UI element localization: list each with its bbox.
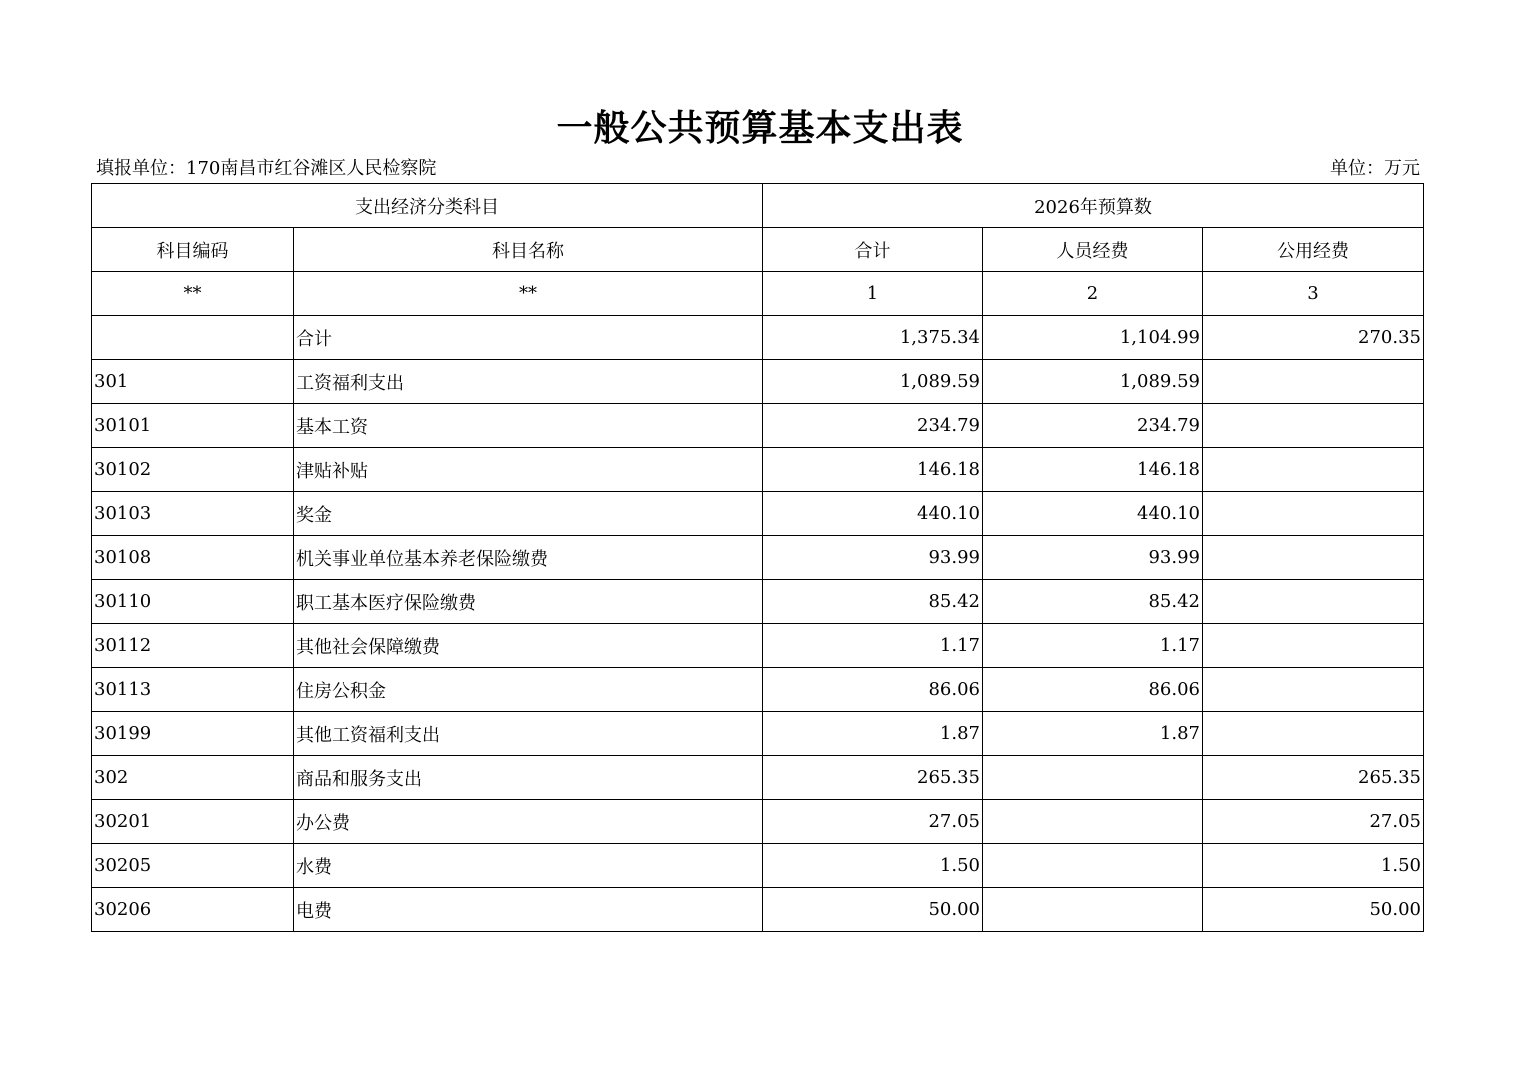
cell-personnel: 1.87 — [983, 712, 1203, 756]
cell-name: 职工基本医疗保险缴费 — [294, 580, 763, 624]
header-group-row — [92, 184, 1424, 228]
cell-public — [1203, 404, 1424, 448]
cell-code: 30101 — [92, 404, 294, 448]
cell-personnel: 146.18 — [983, 448, 1203, 492]
cell-name: 机关事业单位基本养老保险缴费 — [294, 536, 763, 580]
cell-code: 302 — [92, 756, 294, 800]
cell-total: 234.79 — [763, 404, 983, 448]
cell-public — [1203, 668, 1424, 712]
cell-public: 270.35 — [1203, 316, 1424, 360]
cell-code: 30205 — [92, 844, 294, 888]
header-personnel-expense: 人员经费 — [983, 228, 1203, 272]
index-personnel: 2 — [983, 272, 1203, 316]
table-row — [92, 360, 1424, 404]
cell-public — [1203, 712, 1424, 756]
table-row — [92, 800, 1424, 844]
budget-table — [91, 183, 1424, 932]
table-body — [92, 316, 1424, 932]
cell-code: 30201 — [92, 800, 294, 844]
table-row — [92, 536, 1424, 580]
cell-total: 146.18 — [763, 448, 983, 492]
cell-public — [1203, 360, 1424, 404]
cell-public — [1203, 448, 1424, 492]
table-row — [92, 668, 1424, 712]
cell-personnel: 1,089.59 — [983, 360, 1203, 404]
cell-total: 1.50 — [763, 844, 983, 888]
cell-public — [1203, 536, 1424, 580]
table-row — [92, 580, 1424, 624]
cell-name: 基本工资 — [294, 404, 763, 448]
cell-total: 86.06 — [763, 668, 983, 712]
table-row — [92, 624, 1424, 668]
cell-personnel — [983, 844, 1203, 888]
cell-total: 1,089.59 — [763, 360, 983, 404]
table-row — [92, 448, 1424, 492]
cell-code: 30199 — [92, 712, 294, 756]
cell-personnel — [983, 888, 1203, 932]
index-code: ** — [92, 272, 294, 316]
cell-name: 其他社会保障缴费 — [294, 624, 763, 668]
cell-total: 50.00 — [763, 888, 983, 932]
cell-total: 265.35 — [763, 756, 983, 800]
index-name: ** — [294, 272, 763, 316]
header-index-row — [92, 272, 1424, 316]
cell-name: 奖金 — [294, 492, 763, 536]
cell-total: 1.17 — [763, 624, 983, 668]
cell-name: 电费 — [294, 888, 763, 932]
cell-total: 93.99 — [763, 536, 983, 580]
cell-code: 30103 — [92, 492, 294, 536]
cell-personnel: 1.17 — [983, 624, 1203, 668]
cell-code: 30110 — [92, 580, 294, 624]
page-title: 一般公共预算基本支出表 — [556, 107, 964, 149]
cell-code: 30112 — [92, 624, 294, 668]
cell-personnel — [983, 800, 1203, 844]
cell-public — [1203, 492, 1424, 536]
header-subject-code: 科目编码 — [92, 228, 294, 272]
header-budget-year: 2026年预算数 — [763, 184, 1424, 228]
cell-total: 85.42 — [763, 580, 983, 624]
cell-name: 水费 — [294, 844, 763, 888]
cell-name: 合计 — [294, 316, 763, 360]
cell-personnel: 234.79 — [983, 404, 1203, 448]
table-row — [92, 712, 1424, 756]
table-row — [92, 888, 1424, 932]
cell-personnel — [983, 756, 1203, 800]
cell-name: 其他工资福利支出 — [294, 712, 763, 756]
table-row — [92, 316, 1424, 360]
cell-public: 265.35 — [1203, 756, 1424, 800]
cell-public — [1203, 580, 1424, 624]
table-header — [92, 184, 1424, 316]
header-public-expense: 公用经费 — [1203, 228, 1424, 272]
currency-unit-label: 单位：万元 — [1330, 158, 1420, 179]
cell-total: 440.10 — [763, 492, 983, 536]
table-row — [92, 404, 1424, 448]
cell-public: 50.00 — [1203, 888, 1424, 932]
header-subject-name: 科目名称 — [294, 228, 763, 272]
cell-code: 301 — [92, 360, 294, 404]
cell-personnel: 93.99 — [983, 536, 1203, 580]
cell-total: 27.05 — [763, 800, 983, 844]
cell-name: 办公费 — [294, 800, 763, 844]
cell-name: 工资福利支出 — [294, 360, 763, 404]
cell-code: 30206 — [92, 888, 294, 932]
cell-personnel: 1,104.99 — [983, 316, 1203, 360]
header-column-row — [92, 228, 1424, 272]
cell-personnel: 86.06 — [983, 668, 1203, 712]
index-total: 1 — [763, 272, 983, 316]
cell-public — [1203, 624, 1424, 668]
cell-code: 30108 — [92, 536, 294, 580]
index-public: 3 — [1203, 272, 1424, 316]
table-row — [92, 756, 1424, 800]
header-total: 合计 — [763, 228, 983, 272]
cell-name: 商品和服务支出 — [294, 756, 763, 800]
table-row — [92, 844, 1424, 888]
cell-personnel: 440.10 — [983, 492, 1203, 536]
reporting-unit-label: 填报单位：170南昌市红谷滩区人民检察院 — [96, 158, 437, 179]
cell-code — [92, 316, 294, 360]
cell-total: 1.87 — [763, 712, 983, 756]
cell-code: 30102 — [92, 448, 294, 492]
cell-code: 30113 — [92, 668, 294, 712]
cell-name: 住房公积金 — [294, 668, 763, 712]
cell-public: 27.05 — [1203, 800, 1424, 844]
cell-public: 1.50 — [1203, 844, 1424, 888]
cell-name: 津贴补贴 — [294, 448, 763, 492]
cell-personnel: 85.42 — [983, 580, 1203, 624]
table-row — [92, 492, 1424, 536]
cell-total: 1,375.34 — [763, 316, 983, 360]
header-economic-classification: 支出经济分类科目 — [92, 184, 763, 228]
